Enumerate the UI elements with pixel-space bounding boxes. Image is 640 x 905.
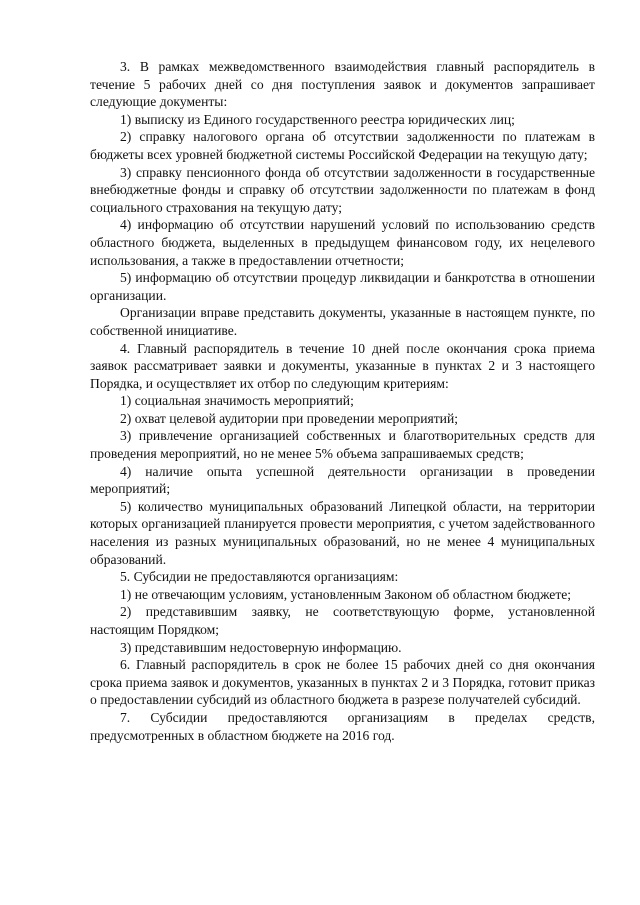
paragraph-item-4-2: 2) охват целевой аудитории при проведении мероприятий; — [120, 410, 459, 426]
paragraph-item-4-1: 1) социальная значимость мероприятий; — [120, 393, 354, 409]
paragraph-item-3-4: 4) информацию об отсутствии нарушений условий по использованию средств областного бюджета, выделенных в предыдущем финансовом году, их нецелевого использования, а также в предоставлении отчетности; — [90, 217, 595, 268]
paragraph-item-5-2: 2) представившим заявку, не соответствующую форме, установленной настоящим Порядком; — [90, 604, 595, 637]
paragraph-item-5-1: 1) не отвечающим условиям, установленным Законом об областном бюджете; — [120, 586, 572, 602]
paragraph-item-3-1: 1) выписку из Единого государственного реестра юридических лиц; — [120, 111, 515, 127]
paragraph-own-initiative: Организации вправе представить документы, указанные в настоящем пункте, по собственной инициативе. — [90, 305, 595, 338]
paragraph-item-4-3: 3) привлечение организацией собственных и благотворительных средств для проведения мероприятий, но не менее 5% объема запрашиваемых средств; — [90, 428, 595, 462]
paragraph-item-4-4: 4) наличие опыта успешной деятельности организации в проведении мероприятий; — [90, 463, 595, 497]
paragraph-item-5: 5. Субсидии не предоставляются организациям: — [120, 569, 399, 585]
paragraph-item-5-3: 3) представившим недостоверную информацию. — [120, 639, 402, 655]
paragraph-item-4: 4. Главный распорядитель в течение 10 дней после окончания срока приема заявок рассматривает заявки и документы, указанные в пунктах 2 и 3 настоящего Порядка, и осуществляет их отбор по следующим критериям: — [90, 340, 595, 391]
paragraph-item-7: 7. Субсидии предоставляются организациям в пределах средств, предусмотренных в областном бюджете на 2016 год. — [90, 709, 595, 743]
paragraph-item-6: 6. Главный распорядитель в срок не более 15 рабочих дней со дня окончания срока приема заявок и документов, указанных в пунктах 2 и 3 Порядка, готовит приказ о предоставлении субсидий из областного бюджета в разрезе получателей субсидий. — [90, 657, 595, 708]
document-page — [90, 58, 595, 744]
paragraph-item-3-2: 2) справку налогового органа об отсутствии задолженности по платежам в бюджеты всех уровней бюджетной системы Российской Федерации на текущую дату; — [90, 129, 595, 162]
paragraph-item-3: 3. В рамках межведомственного взаимодействия главный распорядитель в течение 5 рабочих дней со дня поступления заявок и документов запрашивает следующие документы: — [90, 59, 595, 110]
paragraph-item-4-5: 5) количество муниципальных образований Липецкой области, на территории которых организацией планируется провести мероприятия, с учетом задействованного населения из разных муниципальных образований, но не менее 4 муниципальных образований. — [90, 498, 595, 567]
paragraph-item-3-5: 5) информацию об отсутствии процедур ликвидации и банкротства в отношении организации. — [90, 270, 595, 303]
paragraph-item-3-3: 3) справку пенсионного фонда об отсутствии задолженности в государственные внебюджетные фонды и справку об отсутствии задолженности по платежам в фонд социального страхования на текущую дату; — [90, 164, 595, 215]
